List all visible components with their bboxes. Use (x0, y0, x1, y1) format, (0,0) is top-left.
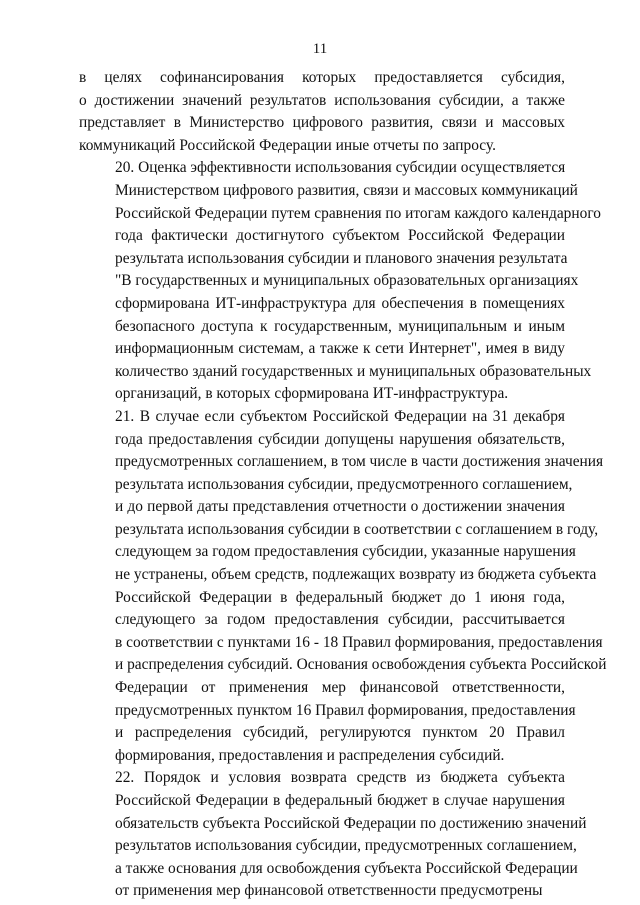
text-line: организаций, в которых сформирована ИТ-инфраструктура. (115, 385, 509, 403)
text-line: Министерством цифрового развития, связи и массовых коммуникаций (115, 181, 578, 199)
text-line: от применения мер финансовой ответственности предусмотрены (115, 882, 543, 900)
text-line: результатов использования субсидии, предусмотренных соглашением, (115, 837, 577, 855)
paragraph-continuation (79, 67, 565, 157)
text-line: количество зданий государственных и муниципальных образовательных (115, 362, 592, 380)
text-line: 22. Порядок и условия возврата средств из бюджета субъекта (115, 769, 565, 787)
text-line: и распределения субсидий, регулируются пунктом 20 Правил (115, 724, 565, 742)
text-line: 21. В случае если субъектом Российской Федерации на 31 декабря (115, 407, 565, 425)
body-text (79, 67, 607, 903)
text-line: и распределения субсидий. Основания освобождения субъекта Российской (115, 656, 607, 674)
paragraph-21 (79, 406, 607, 768)
text-line: и до первой даты представления отчетности о достижении значения (115, 498, 565, 516)
text-line: Российской Федерации путем сравнения по итогам каждого календарного (115, 204, 601, 222)
text-line: следующего за годом предоставления субсидии, рассчитывается (115, 611, 565, 629)
text-line: в целях софинансирования которых предоставляется субсидия, (79, 69, 565, 86)
text-line: а также основания для освобождения субъекта Российской Федерации (115, 859, 578, 877)
text-line: результата использования субсидии в соответствии с соглашением в году, (115, 520, 599, 538)
text-line: Федерации от применения мер финансовой ответственности, (115, 679, 565, 697)
text-line: безопасного доступа к государственным, муниципальным и иным (115, 317, 565, 335)
text-line: Российской Федерации в федеральный бюджет в случае нарушения (115, 792, 565, 809)
paragraph-22 (79, 767, 587, 903)
text-line: предусмотренных пунктом 16 Правил формирования, предоставления (115, 701, 576, 719)
text-line: 20. Оценка эффективности использования субсидии осуществляется (115, 159, 566, 177)
text-line: сформирована ИТ-инфраструктура для обеспечения в помещениях (115, 294, 565, 312)
text-line: коммуникаций Российской Федерации иные отчеты по запросу. (79, 136, 496, 154)
page-number: 11 (312, 41, 328, 57)
text-line: результата использования субсидии и планового значения результата (115, 249, 568, 267)
text-line: о достижении значений результатов использования субсидии, а также (79, 91, 565, 109)
text-line: обязательств субъекта Российской Федерации по достижению значений (115, 814, 587, 832)
text-line: предусмотренных соглашением, в том числе в части достижения значения (115, 453, 604, 471)
text-line: не устранены, объем средств, подлежащих возврату из бюджета субъекта (115, 566, 597, 584)
text-line: следующем за годом предоставления субсидии, указанные нарушения (115, 543, 576, 561)
text-line: представляет в Министерство цифрового развития, связи и массовых (79, 114, 565, 132)
paragraph-20 (79, 157, 601, 406)
text-line: года фактически достигнутого субъектом Российской Федерации (115, 227, 565, 245)
text-line: формирования, предоставления и распределения субсидий. (115, 746, 505, 764)
text-line: информационным системам, а также к сети Интернет", имея в виду (115, 340, 565, 358)
text-line: года предоставления субсидии допущены нарушения обязательств, (115, 430, 565, 448)
text-line: результата использования субсидии, предусмотренного соглашением, (115, 475, 573, 493)
text-line: Российской Федерации в федеральный бюджет до 1 июня года, (115, 588, 565, 606)
text-line: в соответствии с пунктами 16 - 18 Правил формирования, предоставления (115, 633, 603, 651)
text-line: "В государственных и муниципальных образовательных организациях (115, 272, 579, 290)
